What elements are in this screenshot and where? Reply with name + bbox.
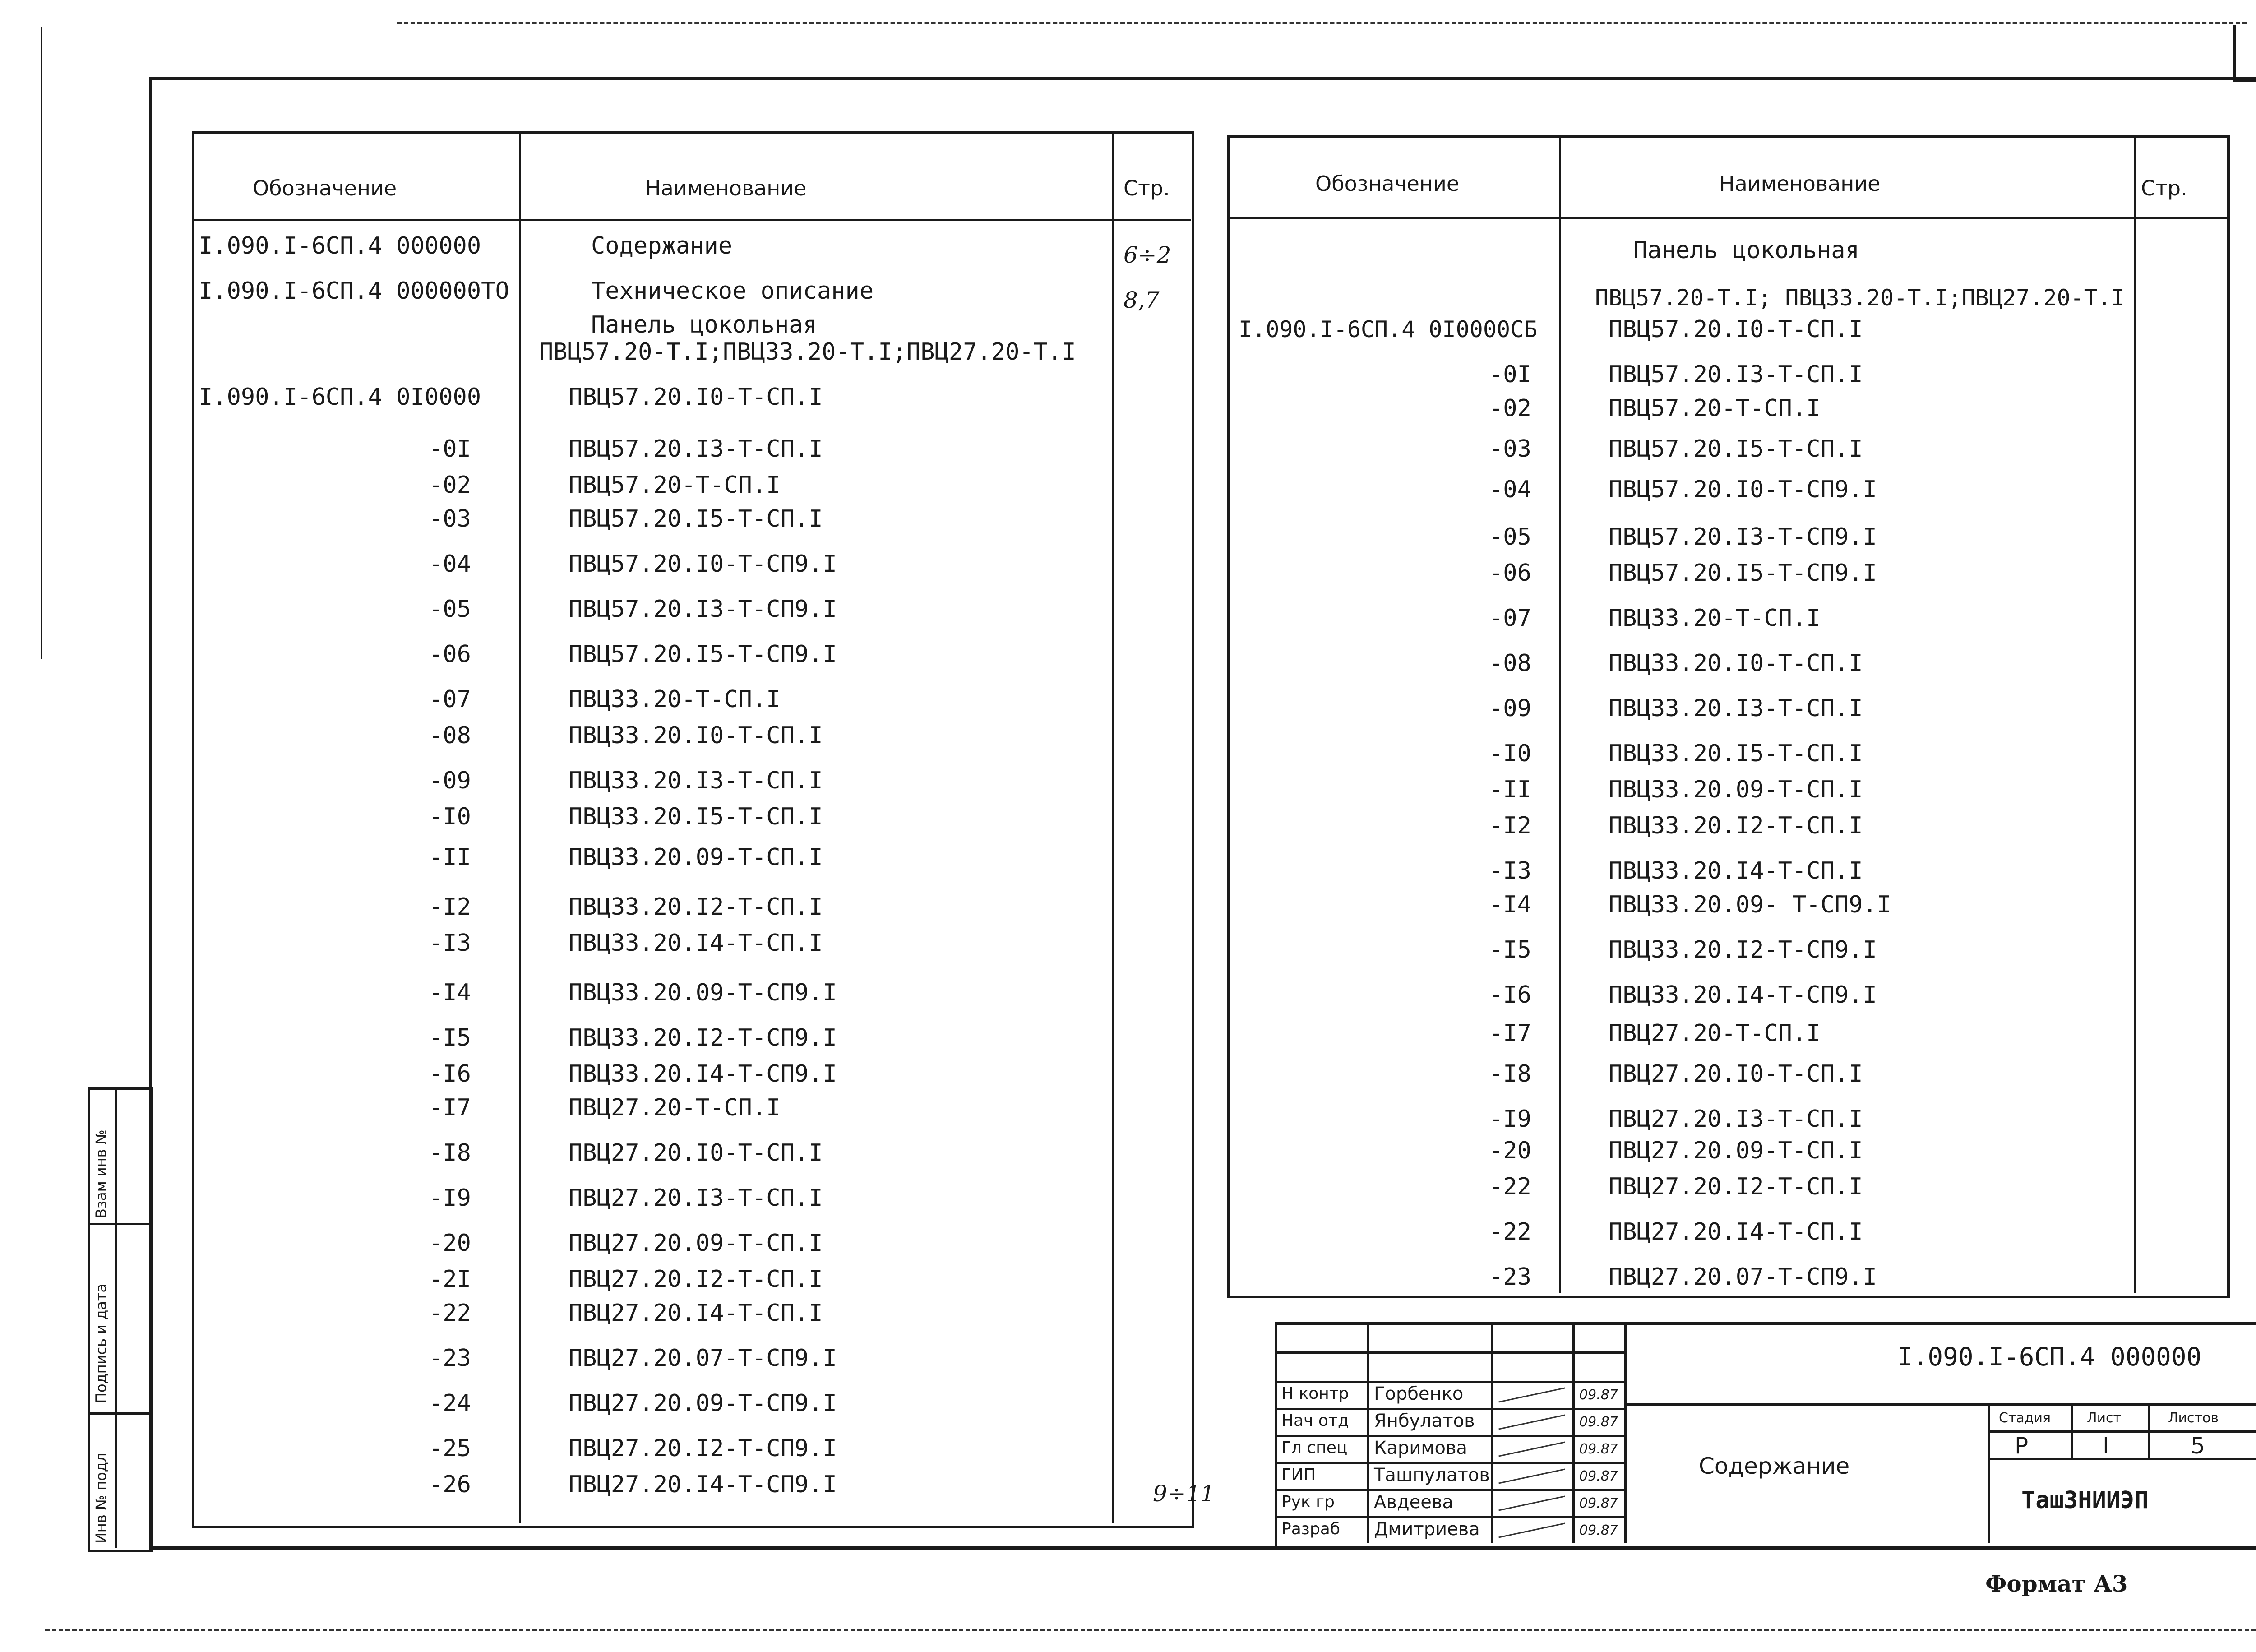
left-row-name: ПВЦ57.20.I0-Т-СП.I — [569, 384, 823, 411]
signer-row-line — [1275, 1516, 1624, 1518]
left-row-name: ПВЦ57.20-Т.I;ПВЦ33.20-Т.I;ПВЦ27.20-Т.I — [539, 338, 1076, 366]
signer-name: Дмитриева — [1374, 1519, 1480, 1540]
right-row-name: ПВЦ27.20.I2-Т-СП.I — [1609, 1173, 1863, 1200]
left-row-name: Панель цокольная — [591, 311, 817, 338]
right-row-name: ПВЦ57.20.I3-Т-СП9.I — [1609, 523, 1877, 551]
side-label-sign: Подпись и дата — [92, 1283, 110, 1403]
right-row-code: -I4 — [1489, 891, 1531, 918]
right-row-code: -08 — [1489, 650, 1531, 677]
right-row-name: ПВЦ27.20.09-Т-СП.I — [1609, 1137, 1863, 1164]
left-row-code: -I6 — [429, 1060, 471, 1087]
left-row-name: ПВЦ33.20-Т-СП.I — [569, 686, 781, 713]
left-row-name: ПВЦ57.20.I3-Т-СП.I — [569, 435, 823, 463]
tb-row-b — [1275, 1381, 1624, 1383]
right-header-code: Обозначение — [1315, 171, 1460, 196]
tb-col-2 — [1491, 1322, 1493, 1543]
signer-role: Н контр — [1281, 1384, 1349, 1403]
side-label-replace: Взам инв № — [92, 1129, 110, 1218]
right-row-code: -I5 — [1489, 936, 1531, 963]
bottom-cut-line — [45, 1629, 2256, 1631]
left-row-code: -02 — [429, 472, 471, 499]
left-row-code: -03 — [429, 505, 471, 532]
left-table-col-divider-1 — [519, 131, 521, 1523]
left-row-name: ПВЦ27.20.I2-Т-СП9.I — [569, 1435, 837, 1462]
left-row-name: ПВЦ27.20.07-Т-СП9.I — [569, 1345, 837, 1372]
sheet-value: I — [2103, 1433, 2109, 1459]
left-row-code: -22 — [429, 1300, 471, 1327]
stage-header: Стадия — [1999, 1410, 2051, 1426]
right-row-name: ПВЦ57.20-Т.I; ПВЦ33.20-Т.I;ПВЦ27.20-Т.I — [1595, 285, 2125, 311]
left-row-name: ПВЦ33.20.I5-Т-СП.I — [569, 803, 823, 830]
right-row-name: ПВЦ57.20.I0-Т-СП.I — [1609, 316, 1863, 343]
left-row-code: -20 — [429, 1230, 471, 1257]
right-row-code: -07 — [1489, 605, 1531, 632]
left-row-name: ПВЦ33.20.I4-Т-СП9.I — [569, 1060, 837, 1087]
format-label: Формат А3 — [1985, 1570, 2128, 1597]
left-row-code: -25 — [429, 1435, 471, 1462]
left-row-code: I.090.I-6СП.4 000000 — [199, 232, 481, 259]
left-row-code: -08 — [429, 722, 471, 749]
right-row-name: ПВЦ27.20.07-Т-СП9.I — [1609, 1263, 1877, 1291]
signer-role: Рук гр — [1281, 1493, 1335, 1511]
left-row-page: 8,7 — [1123, 287, 1160, 313]
right-table-col-divider-1 — [1559, 135, 1561, 1293]
side-stamp-divider — [115, 1087, 117, 1548]
left-row-name: ПВЦ57.20.I3-Т-СП9.I — [569, 596, 837, 623]
signer-date: 09.87 — [1579, 1441, 1618, 1457]
right-row-name: ПВЦ33.20.I2-Т-СП9.I — [1609, 936, 1877, 963]
right-row-name: ПВЦ27.20-Т-СП.I — [1609, 1020, 1821, 1047]
right-row-code: -03 — [1489, 435, 1531, 463]
right-row-code: I.090.I-6СП.4 0I0000СБ — [1239, 316, 1538, 342]
signer-date: 09.87 — [1579, 1522, 1618, 1538]
sheets-header: Листов — [2168, 1410, 2219, 1426]
tb-col-3 — [1572, 1322, 1575, 1543]
document-title: Содержание — [1699, 1453, 1850, 1479]
right-row-code: -I3 — [1489, 857, 1531, 884]
left-row-code: -I8 — [429, 1139, 471, 1166]
right-row-name: ПВЦ33.20-Т-СП.I — [1609, 605, 1821, 632]
left-row-code: -II — [429, 844, 471, 871]
left-row-code: -I4 — [429, 979, 471, 1006]
right-row-code: -I7 — [1489, 1020, 1531, 1047]
right-row-name: ПВЦ33.20.I4-Т-СП9.I — [1609, 981, 1877, 1009]
signer-name: Ташпулатов — [1374, 1465, 1490, 1485]
left-row-code: -I3 — [429, 930, 471, 957]
top-cut-line — [397, 22, 2247, 24]
right-row-code: -23 — [1489, 1263, 1531, 1291]
right-row-code: -06 — [1489, 560, 1531, 587]
right-row-name: ПВЦ57.20.I5-Т-СП9.I — [1609, 560, 1877, 587]
left-row-code: -05 — [429, 596, 471, 623]
left-row-name: ПВЦ57.20.I0-Т-СП9.I — [569, 551, 837, 578]
left-row-code: I.090.I-6СП.4 000000ТО — [199, 278, 509, 305]
left-row-code: -0I — [429, 435, 471, 463]
left-row-name: ПВЦ33.20.I2-Т-СП9.I — [569, 1024, 837, 1051]
side-label-inv: Инв № подл — [92, 1453, 110, 1543]
side-stamp-row-2 — [88, 1412, 149, 1415]
signer-name: Каримова — [1374, 1438, 1468, 1458]
right-row-name: ПВЦ57.20-Т-СП.I — [1609, 395, 1821, 422]
tb-stage-col-2 — [2148, 1403, 2150, 1458]
left-row-code: -23 — [429, 1345, 471, 1372]
left-row-code: -I5 — [429, 1024, 471, 1051]
left-row-code: -26 — [429, 1471, 471, 1498]
left-row-name: ПВЦ57.20-Т-СП.I — [569, 472, 781, 499]
right-row-code: -I6 — [1489, 981, 1531, 1009]
right-row-name: ПВЦ33.20.09- Т-СП9.I — [1609, 891, 1891, 918]
left-margin-line — [41, 27, 42, 659]
right-row-name: ПВЦ33.20.I3-Т-СП.I — [1609, 695, 1863, 722]
right-header-page: Стр. — [2141, 176, 2187, 200]
left-row-name: ПВЦ33.20.I2-Т-СП.I — [569, 893, 823, 921]
right-row-name: ПВЦ27.20.I3-Т-СП.I — [1609, 1106, 1863, 1133]
right-table-col-divider-2 — [2134, 135, 2136, 1293]
tb-stage-col-1 — [2071, 1403, 2073, 1458]
tb-row-a — [1275, 1351, 1624, 1354]
left-header-page: Стр. — [1123, 176, 1170, 200]
left-row-code: -24 — [429, 1390, 471, 1417]
tb-col-4 — [1624, 1322, 1627, 1543]
left-row-code: -2I — [429, 1266, 471, 1293]
left-row-name: ПВЦ27.20-Т-СП.I — [569, 1094, 781, 1121]
left-row-name: ПВЦ27.20.09-Т-СП.I — [569, 1230, 823, 1257]
right-row-code: -22 — [1489, 1218, 1531, 1245]
signer-name: Горбенко — [1374, 1384, 1464, 1404]
signer-name: Авдеева — [1374, 1492, 1453, 1513]
right-row-name: ПВЦ33.20.I5-Т-СП.I — [1609, 740, 1863, 767]
left-table-header-line — [192, 219, 1191, 221]
left-row-page: 6÷2 — [1123, 242, 1171, 268]
left-row-name: ПВЦ57.20.I5-Т-СП9.I — [569, 641, 837, 668]
right-row-name: ПВЦ33.20.I4-Т-СП.I — [1609, 857, 1863, 884]
tb-mid-line — [1624, 1403, 2256, 1406]
right-row-name: ПВЦ33.20.I0-Т-СП.I — [1609, 650, 1863, 677]
sheet-header: Лист — [2087, 1410, 2122, 1426]
tb-info-divider — [1988, 1403, 1990, 1543]
side-stamp-row-1 — [88, 1223, 149, 1225]
signer-date: 09.87 — [1579, 1387, 1618, 1403]
left-row-code: -06 — [429, 641, 471, 668]
left-row-name: Содержание — [591, 232, 733, 259]
left-row-name: ПВЦ27.20.I4-Т-СП9.I — [569, 1471, 837, 1498]
tb-col-1 — [1367, 1322, 1369, 1543]
left-row-name: ПВЦ27.20.I0-Т-СП.I — [569, 1139, 823, 1166]
signer-role: Разраб — [1281, 1520, 1341, 1538]
left-row-page: 9÷11 — [1153, 1481, 1215, 1507]
left-row-name: ПВЦ27.20.I2-Т-СП.I — [569, 1266, 823, 1293]
right-row-code: -02 — [1489, 395, 1531, 422]
right-row-name: ПВЦ57.20.I3-Т-СП.I — [1609, 361, 1863, 388]
right-row-name: ПВЦ57.20.I5-Т-СП.I — [1609, 435, 1863, 463]
stage-value: Р — [2015, 1433, 2029, 1459]
signer-row-line — [1275, 1408, 1624, 1410]
left-row-code: -04 — [429, 551, 471, 578]
left-row-code: -09 — [429, 767, 471, 794]
signer-date: 09.87 — [1579, 1414, 1618, 1430]
signer-date: 09.87 — [1579, 1468, 1618, 1484]
left-row-name: ПВЦ27.20.I4-Т-СП.I — [569, 1300, 823, 1327]
left-table-col-divider-2 — [1112, 131, 1114, 1523]
right-row-code: -II — [1489, 776, 1531, 803]
organization: ТашЗНИИЭП — [2021, 1487, 2149, 1514]
left-row-code: -I7 — [429, 1094, 471, 1121]
right-table-header-line — [1227, 217, 2227, 219]
left-row-code: -I9 — [429, 1185, 471, 1212]
left-row-name: Техническое описание — [591, 278, 874, 305]
signer-role: Гл спец — [1281, 1439, 1348, 1457]
signer-row-line — [1275, 1462, 1624, 1464]
right-row-code: -I8 — [1489, 1060, 1531, 1087]
right-row-name: ПВЦ33.20.09-Т-СП.I — [1609, 776, 1863, 803]
sheets-value: 5 — [2191, 1433, 2205, 1459]
left-row-name: ПВЦ57.20.I5-Т-СП.I — [569, 505, 823, 532]
left-row-name: ПВЦ33.20.09-Т-СП.I — [569, 844, 823, 871]
right-row-name: ПВЦ27.20.I0-Т-СП.I — [1609, 1060, 1863, 1087]
left-header-name: Наименование — [645, 176, 807, 200]
signer-date: 09.87 — [1579, 1495, 1618, 1511]
signer-role: Нач отд — [1281, 1411, 1349, 1430]
left-row-name: ПВЦ27.20.09-Т-СП9.I — [569, 1390, 837, 1417]
signer-row-line — [1275, 1435, 1624, 1437]
right-row-code: -22 — [1489, 1173, 1531, 1200]
right-row-name: ПВЦ33.20.I2-Т-СП.I — [1609, 812, 1863, 839]
right-row-name: Панель цокольная — [1633, 237, 1859, 264]
left-row-code: -I0 — [429, 803, 471, 830]
right-row-code: -04 — [1489, 476, 1531, 503]
right-row-code: -I0 — [1489, 740, 1531, 767]
left-row-name: ПВЦ33.20.I4-Т-СП.I — [569, 930, 823, 957]
signer-name: Янбулатов — [1374, 1411, 1475, 1431]
left-row-name: ПВЦ33.20.I0-Т-СП.I — [569, 722, 823, 749]
left-header-code: Обозначение — [253, 176, 397, 200]
left-row-code: -I2 — [429, 893, 471, 921]
right-row-code: -I9 — [1489, 1106, 1531, 1133]
document-code: I.090.I-6СП.4 000000 — [1897, 1342, 2202, 1372]
right-row-code: -0I — [1489, 361, 1531, 388]
right-row-name: ПВЦ57.20.I0-Т-СП9.I — [1609, 476, 1877, 503]
right-row-name: ПВЦ27.20.I4-Т-СП.I — [1609, 1218, 1863, 1245]
left-row-name: ПВЦ33.20.09-Т-СП9.I — [569, 979, 837, 1006]
corner-box — [2233, 25, 2256, 82]
left-row-name: ПВЦ33.20.I3-Т-СП.I — [569, 767, 823, 794]
signer-row-line — [1275, 1489, 1624, 1491]
left-row-code: -07 — [429, 686, 471, 713]
right-header-name: Наименование — [1719, 171, 1881, 196]
right-row-code: -09 — [1489, 695, 1531, 722]
right-row-code: -I2 — [1489, 812, 1531, 839]
right-row-code: -05 — [1489, 523, 1531, 551]
left-row-name: ПВЦ27.20.I3-Т-СП.I — [569, 1185, 823, 1212]
right-row-code: -20 — [1489, 1137, 1531, 1164]
signer-role: ГИП — [1281, 1466, 1316, 1484]
left-row-code: I.090.I-6СП.4 0I0000 — [199, 384, 481, 411]
